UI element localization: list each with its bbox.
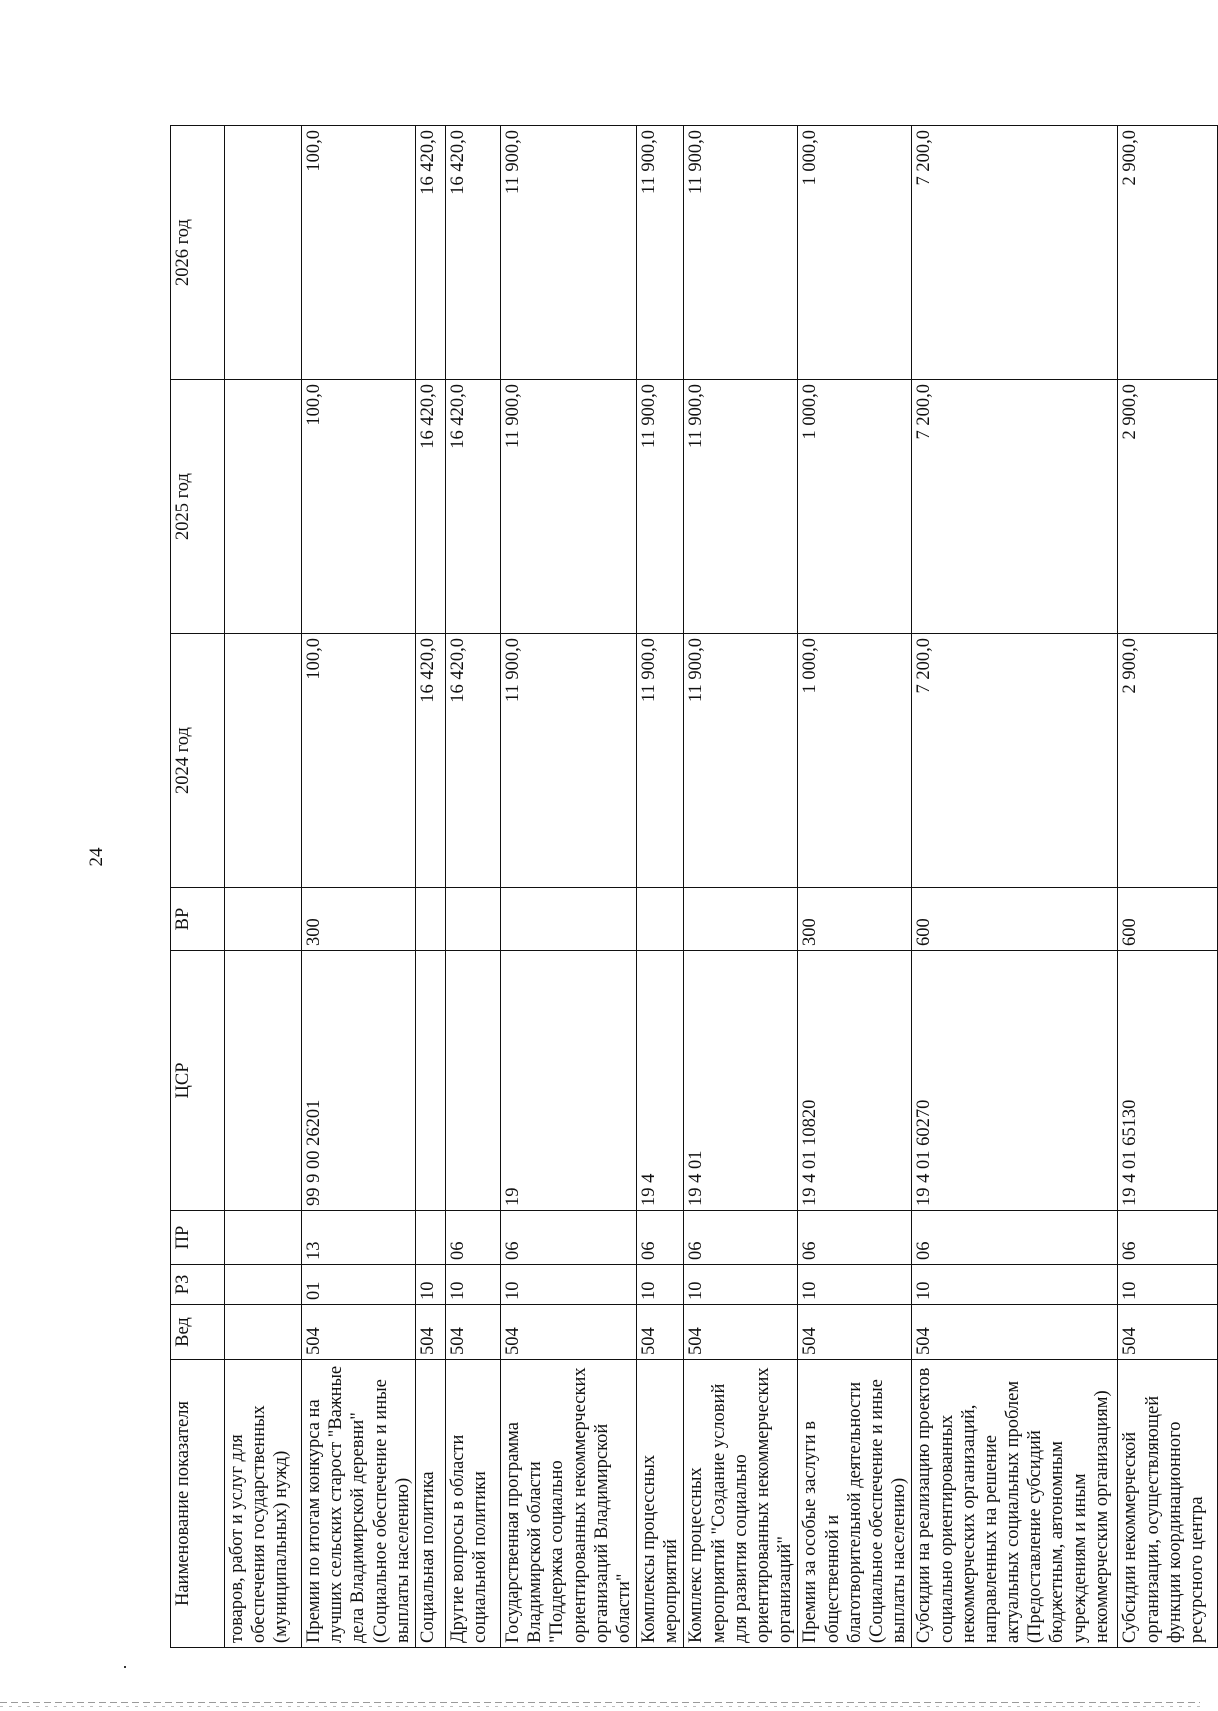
row-rz: 10	[684, 1265, 798, 1305]
row-csr	[445, 951, 500, 1211]
row-2026: 11 900,0	[684, 126, 798, 380]
row-2024: 11 900,0	[637, 634, 684, 888]
row-vr	[500, 888, 636, 951]
row-pr: 06	[684, 1211, 798, 1265]
row-ved: 504	[302, 1305, 416, 1360]
row-csr: 19	[500, 951, 636, 1211]
row-rz: 10	[637, 1265, 684, 1305]
row-vr	[415, 888, 445, 951]
row-2025: 11 900,0	[637, 380, 684, 634]
row-vr	[684, 888, 798, 951]
table-header-row	[171, 126, 225, 1648]
row-rz: 10	[798, 1265, 912, 1305]
header-name: Наименование показателя	[171, 1360, 225, 1648]
row-csr: 19 4 01 65130	[1118, 951, 1218, 1211]
row-rz: 10	[415, 1265, 445, 1305]
table-row	[445, 126, 500, 1648]
row-ved: 504	[684, 1305, 798, 1360]
header-2026: 2026 год	[171, 126, 225, 380]
row-pr: 06	[500, 1211, 636, 1265]
row-2024: 16 420,0	[415, 634, 445, 888]
row-csr: 19 4	[637, 951, 684, 1211]
table-row	[912, 126, 1118, 1648]
row-pr: 06	[912, 1211, 1118, 1265]
row-2025: 16 420,0	[445, 380, 500, 634]
row-name: Другие вопросы в области социальной политики	[445, 1360, 500, 1648]
row-2025: 100,0	[302, 380, 416, 634]
row-2024	[225, 634, 302, 888]
row-ved: 504	[500, 1305, 636, 1360]
row-ved: 504	[415, 1305, 445, 1360]
row-2025: 11 900,0	[500, 380, 636, 634]
row-vr: 600	[912, 888, 1118, 951]
row-2026: 16 420,0	[445, 126, 500, 380]
table-row	[684, 126, 798, 1648]
row-2025: 11 900,0	[684, 380, 798, 634]
row-vr	[445, 888, 500, 951]
row-name: Премии за особые заслуги в общественной и благотворительной деятельности (Социальное обеспечение и иные выплаты населению)	[798, 1360, 912, 1648]
row-2026: 16 420,0	[415, 126, 445, 380]
row-vr: 600	[1118, 888, 1218, 951]
row-ved	[225, 1305, 302, 1360]
header-ved: Вед	[171, 1305, 225, 1360]
row-pr: 06	[798, 1211, 912, 1265]
row-name: Субсидии на реализацию проектов социально ориентированных некоммерческих организаций, направленных на решение актуальных социальных проблем (Предоставление субсидий бюджетным, автономным учреждениям и иным некоммерческим организациям)	[912, 1360, 1118, 1648]
rotated-table-wrapper	[170, 126, 1207, 1648]
row-ved: 504	[912, 1305, 1118, 1360]
row-pr: 06	[445, 1211, 500, 1265]
row-2026	[225, 126, 302, 380]
header-2024: 2024 год	[171, 634, 225, 888]
row-pr: 06	[637, 1211, 684, 1265]
row-rz: 10	[1118, 1265, 1218, 1305]
table-row	[798, 126, 912, 1648]
scan-edge-line	[0, 1702, 1200, 1703]
row-2024: 100,0	[302, 634, 416, 888]
table-row	[302, 126, 416, 1648]
row-ved: 504	[637, 1305, 684, 1360]
row-name: Государственная программа Владимирской области "Поддержка социально ориентированных некоммерческих организаций Владимирской области"	[500, 1360, 636, 1648]
row-2024: 16 420,0	[445, 634, 500, 888]
row-csr	[225, 951, 302, 1211]
row-2025	[225, 380, 302, 634]
header-csr: ЦСР	[171, 951, 225, 1211]
row-2024: 2 900,0	[1118, 634, 1218, 888]
row-vr: 300	[798, 888, 912, 951]
row-ved: 504	[1118, 1305, 1218, 1360]
scan-edge-line-secondary	[0, 1706, 1200, 1707]
row-2026: 11 900,0	[637, 126, 684, 380]
table-row	[637, 126, 684, 1648]
row-2024: 1 000,0	[798, 634, 912, 888]
row-2026: 7 200,0	[912, 126, 1118, 380]
row-2024: 11 900,0	[684, 634, 798, 888]
header-rz: РЗ	[171, 1265, 225, 1305]
scan-speck	[124, 1666, 126, 1668]
row-2026: 1 000,0	[798, 126, 912, 380]
row-name: товаров, работ и услуг для обеспечения государственных (муниципальных) нужд)	[225, 1360, 302, 1648]
row-2025: 1 000,0	[798, 380, 912, 634]
row-2025: 16 420,0	[415, 380, 445, 634]
row-vr	[225, 888, 302, 951]
table-row	[415, 126, 445, 1648]
row-name: Комплекс процессных мероприятий "Создание условий для развития социально ориентированных некоммерческих организаций"	[684, 1360, 798, 1648]
row-csr: 19 4 01 10820	[798, 951, 912, 1211]
row-ved: 504	[445, 1305, 500, 1360]
row-ved: 504	[798, 1305, 912, 1360]
row-pr	[225, 1211, 302, 1265]
budget-table	[170, 125, 1218, 1648]
row-csr: 99 9 00 26201	[302, 951, 416, 1211]
row-pr	[415, 1211, 445, 1265]
row-csr	[415, 951, 445, 1211]
row-2025: 7 200,0	[912, 380, 1118, 634]
row-name: Комплексы процессных мероприятий	[637, 1360, 684, 1648]
row-rz	[225, 1265, 302, 1305]
row-name: Социальная политика	[415, 1360, 445, 1648]
row-name: Премии по итогам конкурса на лучших сельских старост "Важные дела Владимирской деревни" (Социальное обеспечение и иные выплаты населению)	[302, 1360, 416, 1648]
header-pr: ПР	[171, 1211, 225, 1265]
row-name: Субсидии некоммерческой организации, осуществляющей функции координационного ресурсного центра	[1118, 1360, 1218, 1648]
header-2025: 2025 год	[171, 380, 225, 634]
row-rz: 10	[912, 1265, 1118, 1305]
row-rz: 01	[302, 1265, 416, 1305]
page-number: 24	[86, 847, 107, 867]
row-rz: 10	[445, 1265, 500, 1305]
table-row	[1118, 126, 1218, 1648]
row-2024: 11 900,0	[500, 634, 636, 888]
row-pr: 13	[302, 1211, 416, 1265]
row-2026: 2 900,0	[1118, 126, 1218, 380]
row-vr: 300	[302, 888, 416, 951]
row-pr: 06	[1118, 1211, 1218, 1265]
row-2026: 11 900,0	[500, 126, 636, 380]
table-row	[225, 126, 302, 1648]
row-2025: 2 900,0	[1118, 380, 1218, 634]
row-rz: 10	[500, 1265, 636, 1305]
row-2024: 7 200,0	[912, 634, 1118, 888]
row-vr	[637, 888, 684, 951]
header-vr: ВР	[171, 888, 225, 951]
row-2026: 100,0	[302, 126, 416, 380]
table-row	[500, 126, 636, 1648]
row-csr: 19 4 01 60270	[912, 951, 1118, 1211]
row-csr: 19 4 01	[684, 951, 798, 1211]
